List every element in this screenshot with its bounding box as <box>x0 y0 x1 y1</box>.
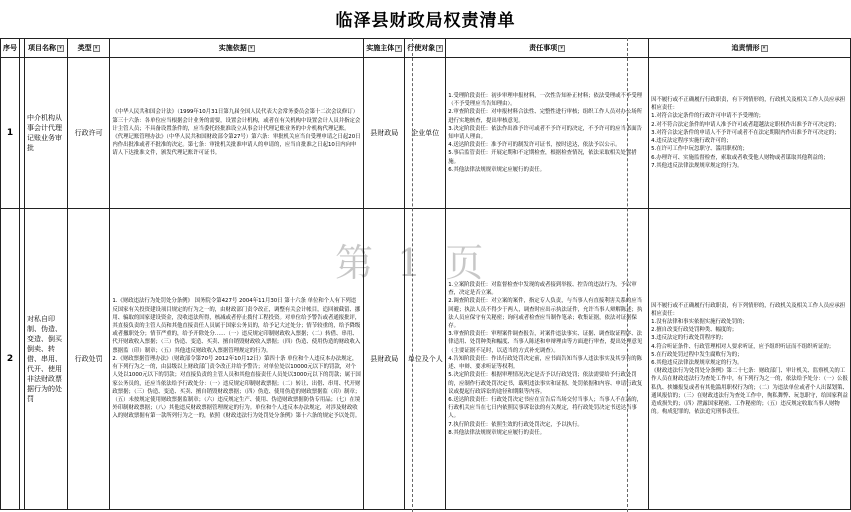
page-break-line <box>412 38 413 512</box>
header-responsibility[interactable]: 责任事项 ▾ <box>446 39 649 58</box>
power-list-table <box>0 38 851 510</box>
page-break-line <box>627 38 628 512</box>
dept-cell[interactable]: 县财政局 <box>364 209 405 510</box>
header-dept[interactable]: 实施主体 ▾ <box>364 39 405 58</box>
basis-cell[interactable]: 1.《财政违法行为处罚处分条例》 国务院令第427号 2004年11月30日 第十六条 单位和个人有下列违反国家有关投资建设项目规定的行为之一的，由财政部门责令改正，调整有关会计帐目，追回被截留、挪用、骗取的国家建设资金，没收违法所得，核减或者停止拨付工程投资。对单位给予警告或者通报批评，其直接负责的主管人员和其他直接责任人员属于国家公务员的，给予记大过处分；情节较重的，给予降级或者撤职处分；情节严重的，给予开除处分……（一）违反规定印制财政收入票据；（二）转借、串用、代开财政收入票据；（三）伪造、变造、买卖、擅自销毁财政收入票据；（四）伪造、使用伪造的财政收入票据监（印）制章；（五）其他违反财政收入票据管理规定的行为。 2.《财政票据管理办法》（财政部令第70号 2012年10月12日）第四十条 单位和个人违反本办法规定，有下列行为之一的，由县级以上财政部门责令改正并给予警告；对单位处以10000元以下的罚款，对个人处以1000元以下的罚款；对直接负责的主管人员和其他直接责任人员处以3000元以下的罚款；属于国家公务员的，还应当依法给予行政处分：（一）违反规定印制财政票据；（二）转让、出借、串用、代开财政票据；（三）伪造、变造、买卖、擅自销毁财政票据；（四）伪造、使用伪造的财政票据监（印）制章；（五）未按规定使用财政票据监制章；（六）违反规定生产、使用、伪造财政票据防伪专用品；（七）在境外印制财政票据；（八）其他违反财政票据管理规定的行为。单位和个人违反本办法规定，对涉及财政收入的财政票据有第一款所列行为之一的，依照《财政违法行为处罚处分条例》第十六条的规定予以处罚。 <box>110 209 364 510</box>
filter-dropdown-icon[interactable]: ▾ <box>93 45 100 52</box>
header-seq[interactable]: 序号 <box>1 39 20 58</box>
object-cell[interactable]: 单位及个人 <box>405 209 446 510</box>
accountability-cell[interactable]: 因不履行或不正确履行行政职责，有下列情形的，行政机关及相关工作人员应承担相应责任： 1.对符合法定条件的行政许可申请不予受理的； 2.对不符合法定条件的申请人准予许可或者超越法定职权作出准予许可决定的； 3.对符合法定条件的申请人不予许可或者不在法定期限内作出准予许可决定的； 4.违反法定程序实施行政许可的； 5.在许可工作中玩忽职守、滥用职权的； 6.办理许可、实施监督检查，索取或者收受他人财物或者谋取其他利益的； 7.其他违反法律法规规章规定的行为。 <box>649 58 851 209</box>
header-accountability[interactable]: 追责情形 ▾ <box>649 39 851 58</box>
power-type-cell[interactable]: 行政处罚 <box>67 209 109 510</box>
filter-dropdown-icon[interactable]: ▾ <box>395 45 402 52</box>
filter-dropdown-icon[interactable]: ▾ <box>248 45 255 52</box>
header-basis[interactable]: 实施依据 ▾ <box>110 39 364 58</box>
row-number: 1 <box>1 58 20 209</box>
filter-dropdown-icon[interactable]: ▾ <box>558 45 565 52</box>
page-title: 临泽县财政局权责清单 <box>335 11 516 31</box>
filter-dropdown-icon[interactable]: ▾ <box>57 45 64 52</box>
basis-cell[interactable]: 《中华人民共和国会计法》（1999年10月31日第九届全国人民代表大会常务委员会第十二次会议修订）第三十六条：各单位应当根据会计业务的需要，设置会计机构，或者在有关机构中设置会计人员并指定会计主管人员；不具备设置条件的，应当委托经批准设立从事会计代理记账业务的中介机构代理记账。 《代理记账管理办法》（中华人民共和国财政部令第27号）第六条：审批机关应当自受理申请之日起20日内作出批准或者不批准的决定。第七条：审批机关批准申请人的申请的，应当自批准之日起10日内向申请人下达批准文件，颁发代理记账许可证书。 <box>110 58 364 209</box>
item-name-cell[interactable]: 中介机构从事会计代理记账业务审批 <box>25 58 68 209</box>
power-type-cell[interactable]: 行政许可 <box>67 58 109 209</box>
header-row <box>1 39 851 58</box>
table-row <box>1 58 851 209</box>
object-cell[interactable]: 企业单位 <box>405 58 446 209</box>
accountability-cell[interactable]: 因不履行或不正确履行行政职责，有下列情形的，行政机关及相关工作人员应承担相应责任： 1.没有法律和事实依据实施行政处罚的； 2.擅自改变行政处罚种类、幅度的； 3.违反法定的行政处罚程序的； 4.符合听证条件、行政管理相对人要求听证，应予组织听证而不组织听证的； 5.在行政处罚过程中发生腐败行为的； 6.其他违反法律法规规章规定的行为。 《财政违法行为处罚处分条例》第二十七条：财政部门、审计机关、监察机关的工作人员在财政违法行为查处工作中，有下列行为之一的，依法给予处分：（一）公报私仇、挟嫌报复或者有其他滥用职权行为的；（二）为违法单位或者个人出谋划策、通风报信的；（三）在财政违法行为查处工作中，徇私舞弊、玩忽职守，给国家利益造成损失的；（四）泄露国家秘密、工作秘密的；（五）违反规定收取当事人财物的。构成犯罪的，依法追究刑事责任。 <box>649 209 851 510</box>
item-name-cell[interactable]: 对私自印制、伪造、变造、倒买倒卖、转借、串用、代开、使用非法财政票据行为的处罚 <box>25 209 68 510</box>
filter-dropdown-icon[interactable]: ▾ <box>761 45 768 52</box>
header-object[interactable]: 行使对象 ▾ <box>405 39 446 58</box>
header-item-name[interactable]: 项目名称 ▾ <box>25 39 68 58</box>
table-row <box>1 209 851 510</box>
dept-cell[interactable]: 县财政局 <box>364 58 405 209</box>
row-number: 2 <box>1 209 20 510</box>
filter-dropdown-icon[interactable]: ▾ <box>436 45 443 52</box>
responsibility-cell[interactable]: 1.受理阶段责任：初步审理申报材料，一次性告知补正材料；依法受理或不予受理（不予受理应当告知理由）。 2.审查阶段责任：对申报材料合法性、完整性进行审核；组织工作人员对办公场所进行实地核查，提出审核意见。 3.决定阶段责任：依法作出准予许可或者不予许可的决定，不予许可的应当书面告知申请人理由。 4.送达阶段责任：准予许可的制发许可证书，按时送达，依法予以公示。 5.事后监管责任：开展定期和不定期检查，根据检查情况，依法采取相关处置措施。 6.其他法律法规规章规定应履行的责任。 <box>446 58 649 209</box>
header-power-type[interactable]: 类型 ▾ <box>67 39 109 58</box>
page-watermark: 第 1 页 <box>335 241 490 285</box>
responsibility-cell[interactable]: 1.立案阶段责任：对监督检查中发现的或者接到举报、控告的违法行为，予以审查，决定是否立案。 2.调查阶段责任：对立案的案件，指定专人负责，与当事人有直接利害关系的应当回避；执法人员不得少于两人，调查时应出示执法证件，允许当事人辩解陈述；执法人员应保守有关秘密；询问或者检查应当制作笔录；收集证据，依法对证据保存。 3.审查阶段责任：审理案件调查报告，对案件违法事实、证据、调查取证程序、法律适用、处罚种类和幅度、当事人陈述和申辩理由等方面进行审查，提出处理意见（主要证据不足时，以适当的方式补充调查）。 4.告知阶段责任：作出行政处罚决定前，应书面告知当事人违法事实及其享有的陈述、申辩、要求听证等权利。 5.决定阶段责任：根据审理情况决定是否予以行政处罚；依法需要给予行政处罚的，应制作行政处罚决定书，载明违法事实和证据、处罚依据和内容、申请行政复议或提起行政诉讼的途径和期限等内容。 6.送达阶段责任：行政处罚决定书应在宣告后当场交付当事人；当事人不在场的，行政机关应当在七日内依照民事诉讼法的有关规定，将行政处罚决定书送达当事人。 7.执行阶段责任：依照生效的行政处罚决定，予以执行。 8.其他法律法规规章规定应履行的责任。 <box>446 209 649 510</box>
